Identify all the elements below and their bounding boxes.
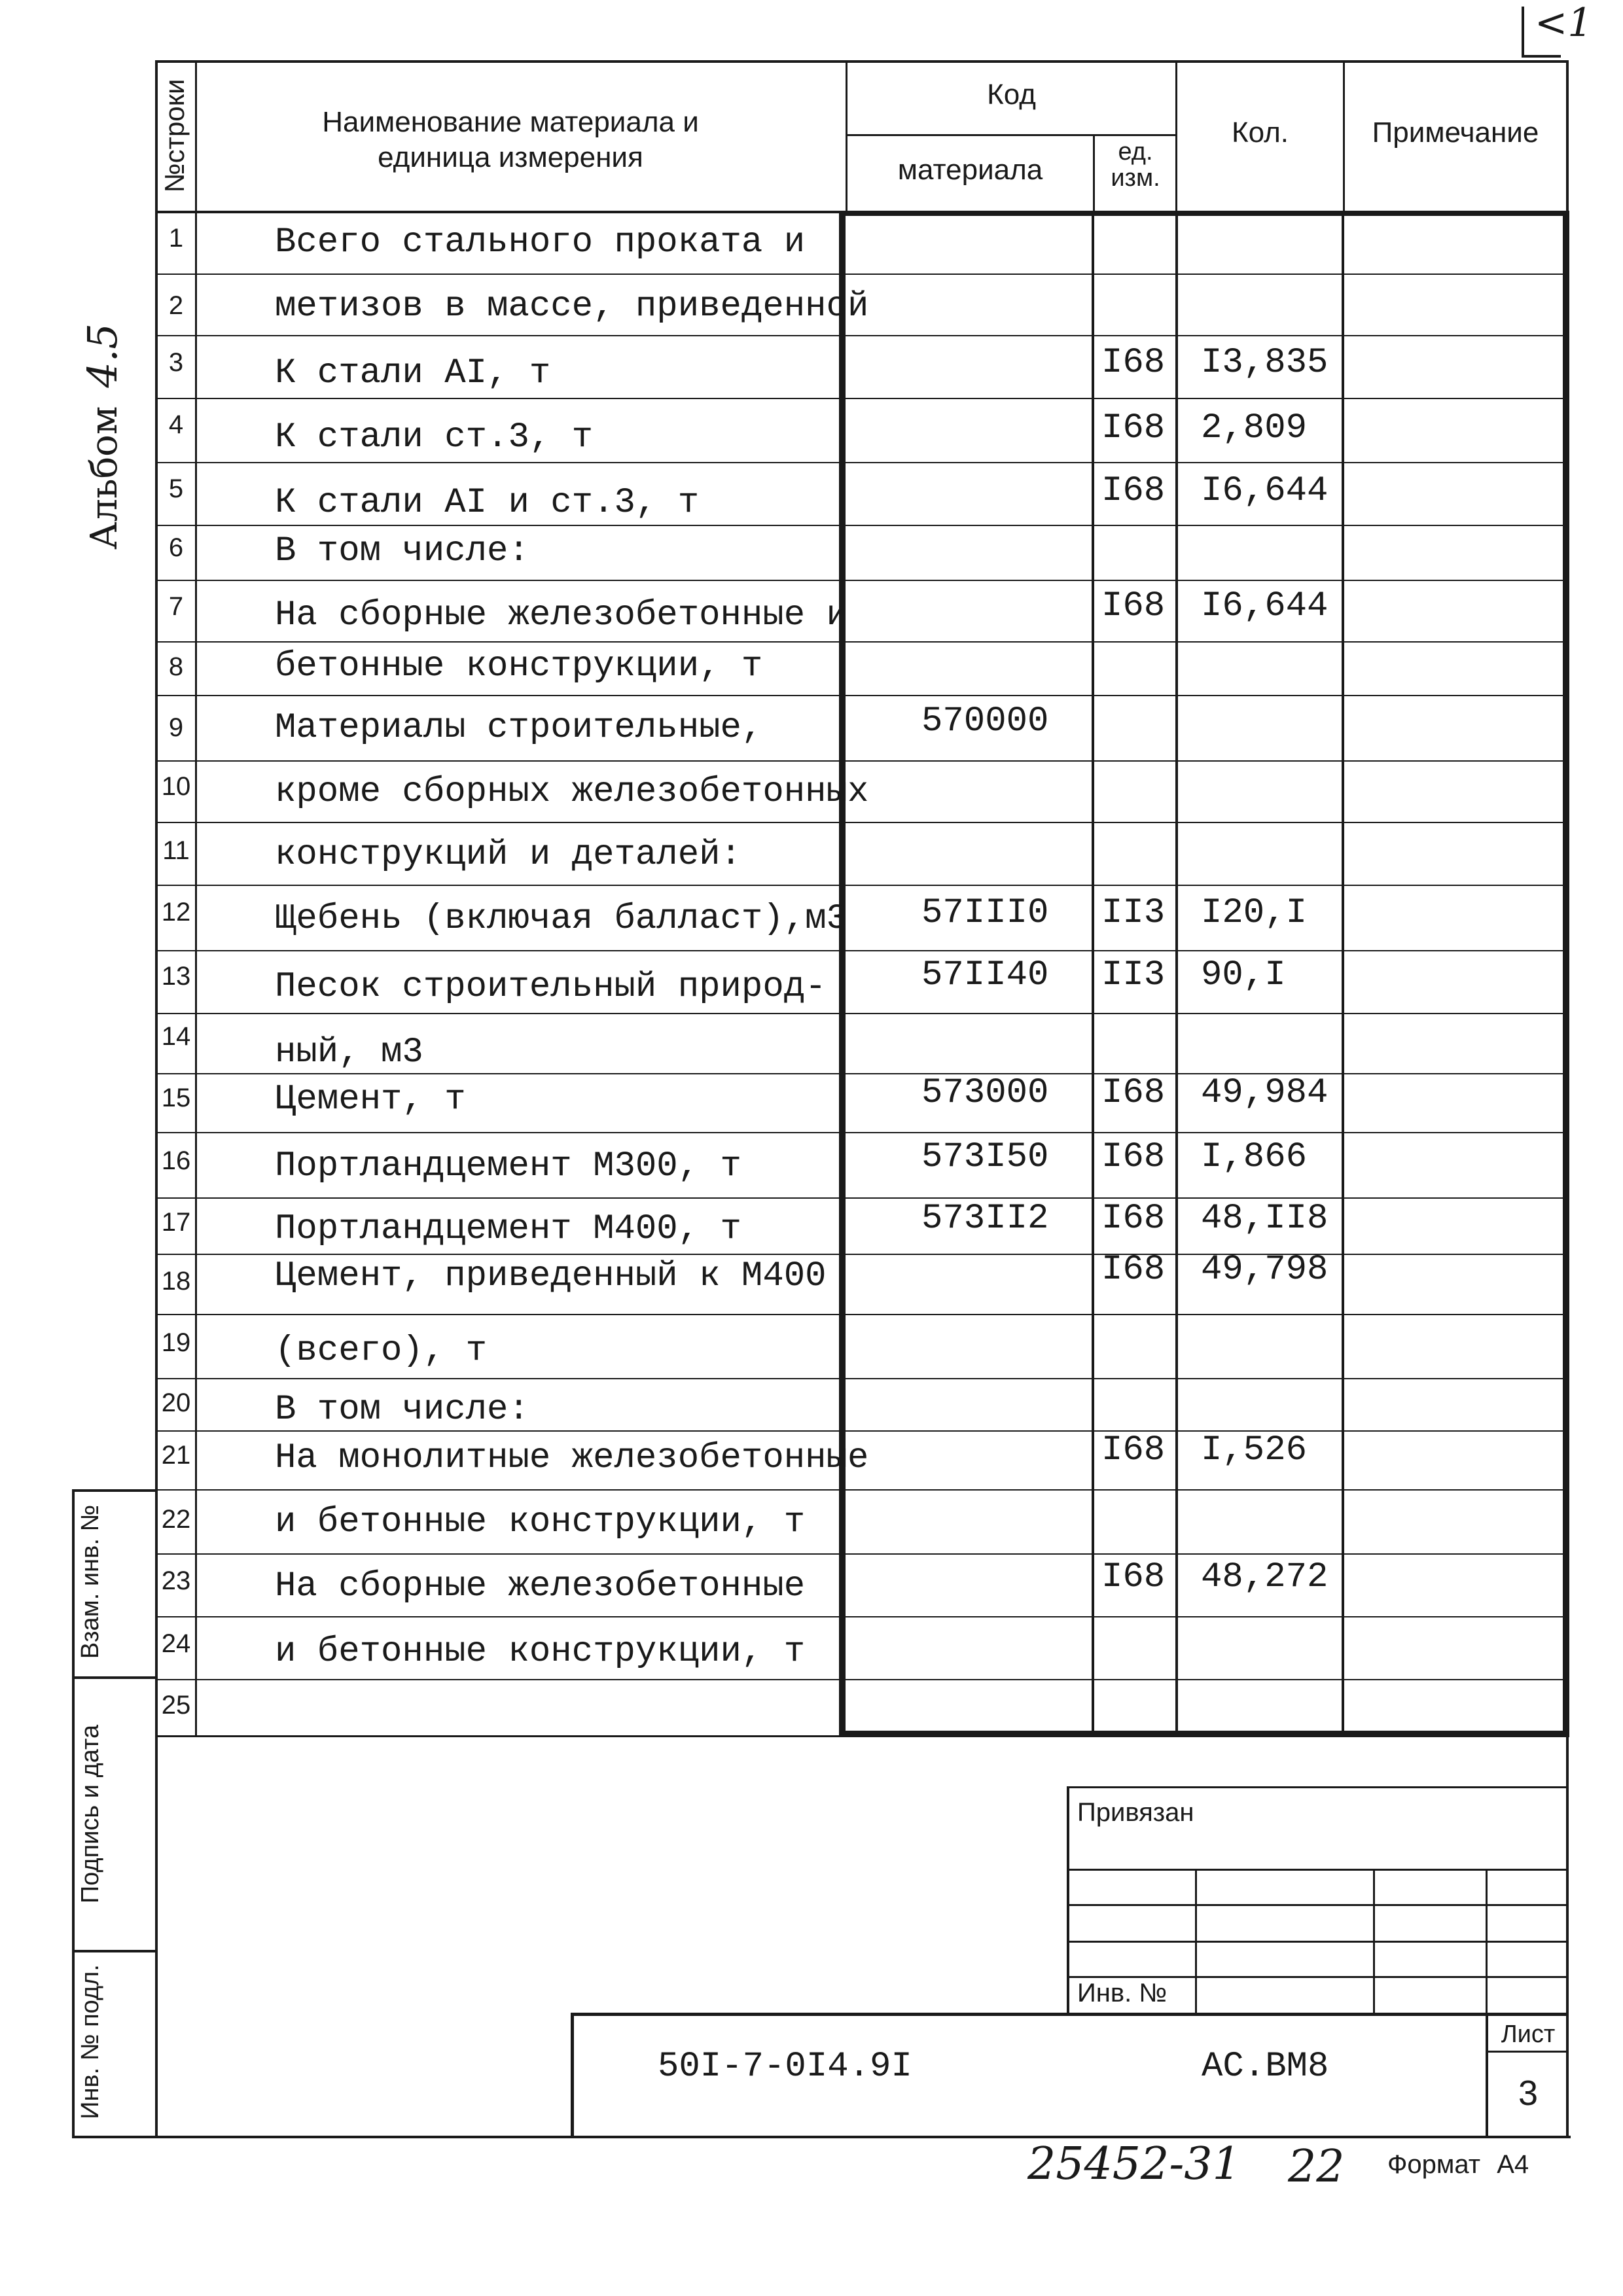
format-word: Формат <box>1387 2150 1481 2179</box>
corner-mark: <1 <box>1535 0 1593 46</box>
material-name: Цемент, приведенный к М400 <box>275 1256 827 1296</box>
header-code-unit: ед. изм. <box>1111 138 1160 192</box>
row-number: 13 <box>161 962 191 991</box>
header-code: Код <box>987 79 1036 111</box>
inv-no-label: Инв. № <box>1077 1979 1168 2007</box>
row-number: 11 <box>162 836 190 865</box>
row-number: 7 <box>168 592 184 621</box>
header-note: Примечание <box>1372 116 1539 149</box>
header-row-no: №строки <box>159 79 190 193</box>
material-name: В том числе: <box>275 1390 529 1430</box>
row-number: 14 <box>161 1022 191 1051</box>
unit-code: I68 <box>1101 408 1166 448</box>
format-value: А4 <box>1497 2150 1529 2179</box>
material-name: На сборные железобетонные и <box>275 595 847 635</box>
unit-code: I68 <box>1101 1137 1166 1177</box>
material-name: На сборные железобетонные <box>275 1566 806 1606</box>
unit-code: I68 <box>1101 1430 1166 1470</box>
quantity: I6,644 <box>1201 471 1329 511</box>
sheet-label: Лист <box>1501 2021 1556 2048</box>
quantity: 48,272 <box>1201 1557 1329 1597</box>
side-podpis: Подпись и дата <box>77 1724 104 1904</box>
material-name: Всего стального проката и <box>275 222 806 262</box>
row-number: 25 <box>161 1691 191 1720</box>
unit-code: I68 <box>1101 1199 1166 1239</box>
material-code: 573000 <box>921 1073 1049 1113</box>
row-number: 2 <box>168 291 184 320</box>
header-code-material: материала <box>897 154 1043 186</box>
row-number: 6 <box>168 533 184 562</box>
quantity: 48,II8 <box>1201 1199 1329 1239</box>
quantity: I,526 <box>1201 1430 1308 1470</box>
handwritten-page: 22 <box>1288 2141 1345 2193</box>
row-number: 16 <box>161 1146 191 1175</box>
privyazan-label: Привязан <box>1077 1798 1194 1827</box>
quantity: 49,984 <box>1201 1073 1329 1113</box>
material-name: Портландцемент М300, т <box>275 1146 741 1186</box>
quantity: I,866 <box>1201 1137 1308 1177</box>
material-name: На монолитные железобетонные <box>275 1438 869 1478</box>
quantity: 49,798 <box>1201 1250 1329 1290</box>
row-number: 24 <box>161 1629 191 1658</box>
album-number: 4.5 <box>79 323 126 388</box>
material-name: Щебень (включая балласт),м3 <box>275 899 847 939</box>
material-code: 573I50 <box>921 1137 1049 1177</box>
material-name: (всего), т <box>275 1331 488 1371</box>
quantity: I6,644 <box>1201 586 1329 626</box>
handwritten-number: 25452-31 <box>1027 2138 1241 2190</box>
material-name: конструкций и деталей: <box>275 835 741 875</box>
row-number: 17 <box>161 1208 191 1237</box>
material-code: 57II40 <box>921 955 1049 995</box>
row-number: 23 <box>161 1566 191 1595</box>
side-vzam: Взам. инв. № <box>77 1504 104 1659</box>
row-number: 9 <box>168 713 184 742</box>
unit-code: I68 <box>1101 1557 1166 1597</box>
unit-code: I68 <box>1101 343 1166 383</box>
material-name: Материалы строительные, <box>275 708 763 748</box>
quantity: 2,809 <box>1201 408 1308 448</box>
quantity: 90,I <box>1201 955 1286 995</box>
row-number: 8 <box>168 652 184 681</box>
material-code: 573II2 <box>921 1199 1049 1239</box>
material-name: ный, м3 <box>275 1033 423 1072</box>
material-name: К стали AI, т <box>275 353 551 393</box>
material-name: К стали AI и ст.3, т <box>275 483 700 523</box>
material-code: 570000 <box>921 701 1049 741</box>
doc-mark: АС.ВМ8 <box>1202 2047 1329 2087</box>
unit-code: II3 <box>1101 955 1166 995</box>
material-name: и бетонные конструкции, т <box>275 1502 806 1542</box>
row-number: 20 <box>161 1388 191 1417</box>
material-name: К стали ст.3, т <box>275 417 594 457</box>
material-name: кроме сборных железобетонных <box>275 772 869 812</box>
material-code: 57III0 <box>921 893 1049 933</box>
row-number: 18 <box>161 1267 191 1296</box>
row-number: 10 <box>161 772 191 801</box>
row-number: 21 <box>161 1441 191 1470</box>
unit-code: I68 <box>1101 1073 1166 1113</box>
album-word: Альбом <box>83 406 126 550</box>
header-qty: Кол. <box>1231 116 1289 149</box>
row-number: 19 <box>161 1328 191 1357</box>
side-inv-podl: Инв. № подл. <box>77 1964 104 2119</box>
material-name: Песок строительный природ- <box>275 967 827 1007</box>
row-number: 3 <box>168 348 184 377</box>
unit-code: I68 <box>1101 471 1166 511</box>
quantity: I20,I <box>1201 893 1308 933</box>
unit-code: I68 <box>1101 1250 1166 1290</box>
material-name: Цемент, т <box>275 1080 466 1120</box>
row-number: 1 <box>168 224 184 253</box>
row-number: 22 <box>161 1505 191 1534</box>
header-name: Наименование материала и единица измерения <box>322 106 699 173</box>
material-name: В том числе: <box>275 531 529 571</box>
material-name: Портландцемент М400, т <box>275 1209 741 1249</box>
format-label <box>1387 2150 1529 2180</box>
row-number: 15 <box>161 1084 191 1112</box>
material-name: метизов в массе, приведенной <box>275 287 869 327</box>
unit-code: II3 <box>1101 893 1166 933</box>
material-name: бетонные конструкции, т <box>275 646 763 686</box>
doc-code: 50I-7-0I4.9I <box>658 2047 912 2087</box>
row-number: 12 <box>161 898 191 927</box>
row-number: 4 <box>168 410 184 439</box>
row-number: 5 <box>168 474 184 503</box>
sheet-number: 3 <box>1518 2074 1539 2113</box>
unit-code: I68 <box>1101 586 1166 626</box>
material-name: и бетонные конструкции, т <box>275 1632 806 1672</box>
quantity: I3,835 <box>1201 343 1329 383</box>
